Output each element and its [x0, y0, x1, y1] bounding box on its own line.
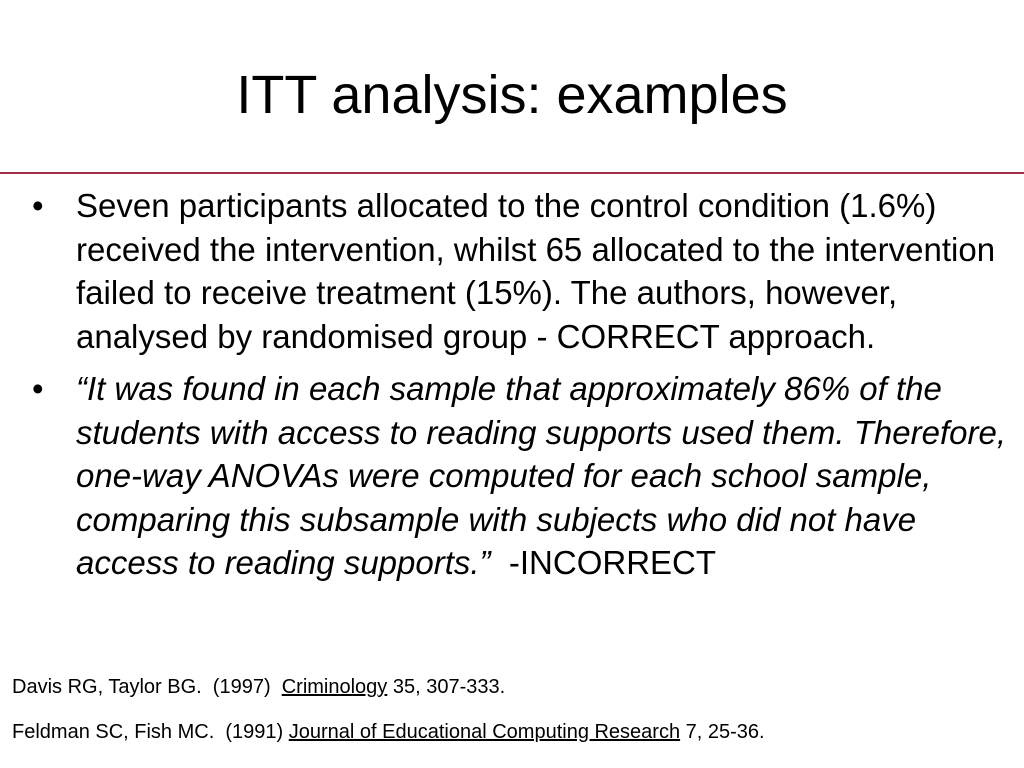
- reference-authors: Feldman SC, Fish MC. (1991): [12, 721, 289, 743]
- bullet-item-2: [32, 367, 1007, 585]
- references: [12, 674, 1012, 745]
- reference-1: [12, 674, 1012, 700]
- bullet-quote: “It was found in each sample that approximately 86% of the students with access to reading supports used them. Therefore, one-way ANOVAs were computed for each school sample, comparing this subsample with subjects who did not have access to reading supports.”: [76, 370, 1006, 581]
- bullet-list: [32, 184, 1007, 594]
- reference-details: 35, 307-333.: [387, 676, 506, 698]
- bullet-marker: •: [32, 187, 44, 224]
- reference-authors: Davis RG, Taylor BG. (1997): [12, 676, 282, 698]
- slide-title: ITT analysis: examples: [236, 65, 788, 125]
- reference-journal: Criminology: [281, 676, 388, 698]
- bullet-marker: •: [32, 370, 44, 407]
- reference-2: [12, 719, 1012, 745]
- bullet-text: Seven participants allocated to the control condition (1.6%) received the intervention, whilst 65 allocated to the intervention failed to receive treatment (15%). The authors, however, analysed by randomised group - CORRECT approach.: [76, 187, 996, 355]
- bullet-item-1: [32, 184, 1007, 358]
- reference-details: 7, 25-36.: [680, 721, 765, 743]
- bullet-verdict: -INCORRECT: [490, 544, 717, 581]
- title-divider: [0, 172, 1024, 174]
- reference-journal: Journal of Educational Computing Research: [288, 721, 681, 743]
